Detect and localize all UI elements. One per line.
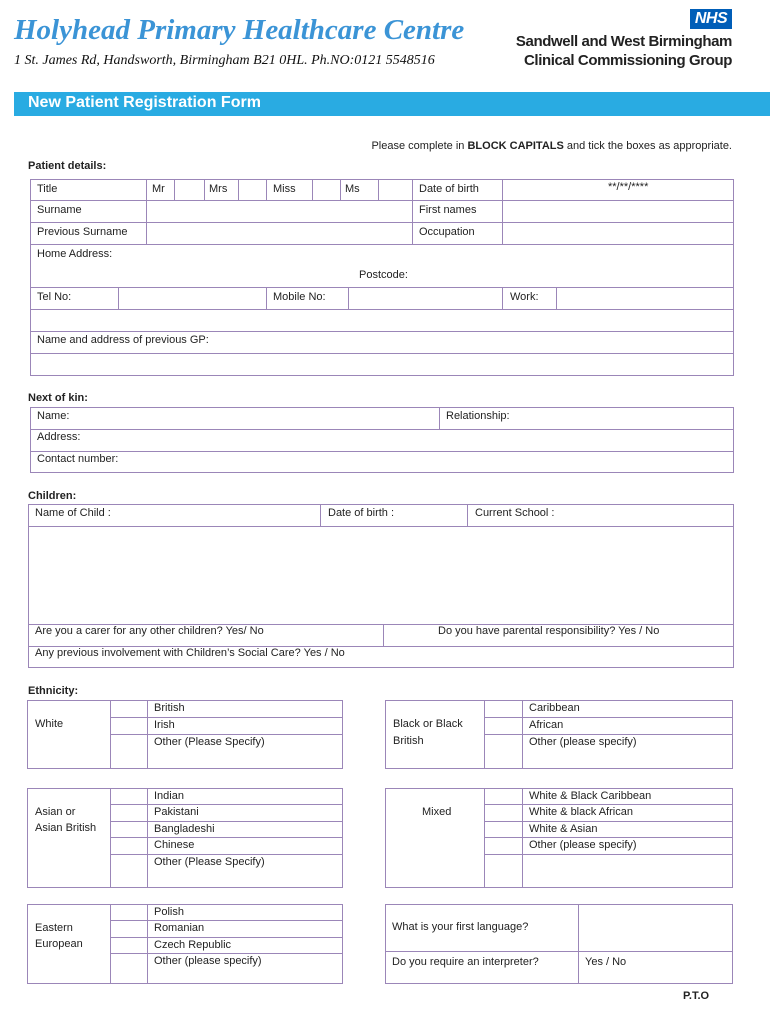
next-of-kin-heading: Next of kin: (28, 392, 88, 404)
nhs-logo: NHS (690, 9, 732, 29)
mixed-label: Mixed (422, 806, 452, 818)
kin-relationship-label: Relationship: (446, 410, 510, 422)
ethnicity-option-romanian: Romanian (154, 922, 205, 934)
title-option-ms[interactable]: Ms (345, 183, 360, 195)
child-name-column: Name of Child : (35, 507, 111, 519)
kin-address-label: Address: (37, 431, 81, 443)
asian-label-line-2: Asian British (35, 822, 97, 834)
dob-label: Date of birth (419, 183, 479, 195)
ethnicity-option-african: African (529, 719, 564, 731)
ethnicity-option-white-other: Other (Please Specify) (154, 736, 265, 748)
first-names-label: First names (419, 204, 477, 216)
interpreter-question: Do you require an interpreter? (392, 956, 539, 968)
eastern-label-line-2: European (35, 938, 83, 950)
ethnicity-option-bangladeshi: Bangladeshi (154, 823, 215, 835)
mobile-label: Mobile No: (273, 291, 326, 303)
ethnicity-heading: Ethnicity: (28, 685, 79, 697)
child-school-column: Current School : (475, 507, 555, 519)
asian-label-line-1: Asian or (35, 806, 76, 818)
ccg-line-1: Sandwell and West Birmingham (515, 33, 732, 50)
ethnicity-option-czech-republic: Czech Republic (154, 939, 232, 951)
ethnicity-option-eastern-other: Other (please specify) (154, 955, 262, 967)
children-heading: Children: (28, 490, 77, 502)
practice-name: Holyhead Primary Healthcare Centre (14, 14, 465, 46)
instructions-suffix: and tick the boxes as appropriate. (563, 140, 732, 152)
ethnicity-option-british: British (154, 702, 185, 714)
instructions (371, 140, 732, 152)
home-address-label: Home Address: (37, 248, 113, 260)
child-dob-column: Date of birth : (328, 507, 395, 519)
eastern-label-line-1: Eastern (35, 922, 73, 934)
postcode-label: Postcode: (359, 269, 408, 281)
title-option-mr[interactable]: Mr (152, 183, 165, 195)
previous-surname-label: Previous Surname (37, 226, 128, 238)
form-title-banner (14, 92, 770, 116)
ethnicity-option-chinese: Chinese (154, 839, 195, 851)
white-label: White (35, 718, 64, 730)
first-language-question: What is your first language? (392, 921, 529, 933)
social-care-question: Any previous involvement with Children’s Social Care? Yes / No (35, 647, 345, 659)
carer-question: Are you a carer for any other children? Yes/ No (35, 625, 264, 637)
title-label: Title (37, 183, 58, 195)
interpreter-answer-options[interactable]: Yes / No (585, 956, 627, 968)
ethnicity-option-white-black-caribbean: White & Black Caribbean (529, 790, 652, 802)
tel-label: Tel No: (37, 291, 72, 303)
title-option-miss[interactable]: Miss (273, 183, 296, 195)
ethnicity-option-caribbean: Caribbean (529, 702, 580, 714)
ethnicity-option-white-asian: White & Asian (529, 823, 598, 835)
page-turn-over: P.T.O (683, 990, 710, 1002)
patient-details-heading: Patient details: (28, 160, 107, 172)
black-label-line-1: Black or Black (393, 718, 463, 730)
dob-value[interactable]: **/**/**** (608, 181, 649, 193)
ethnicity-option-irish: Irish (154, 719, 175, 731)
ccg-line-2: Clinical Commissioning Group (524, 52, 732, 69)
ethnicity-option-white-black-african: White & black African (529, 806, 633, 818)
ethnicity-option-asian-other: Other (Please Specify) (154, 856, 265, 868)
ethnicity-option-polish: Polish (154, 906, 184, 918)
kin-name-label: Name: (37, 410, 70, 422)
instructions-prefix: Please complete in (371, 140, 468, 152)
kin-contact-label: Contact number: (37, 453, 119, 465)
work-label: Work: (510, 291, 539, 303)
instructions-emphasis: BLOCK CAPITALS (467, 140, 564, 152)
occupation-label: Occupation (419, 226, 475, 238)
form-title: New Patient Registration Form (28, 94, 261, 111)
ethnicity-option-pakistani: Pakistani (154, 806, 199, 818)
practice-address: 1 St. James Rd, Handsworth, Birmingham B21 0HL. Ph.NO:0121 5548516 (14, 53, 435, 68)
ethnicity-option-indian: Indian (154, 790, 184, 802)
title-option-mrs[interactable]: Mrs (209, 183, 228, 195)
black-label-line-2: British (393, 735, 424, 747)
surname-label: Surname (37, 204, 82, 216)
ethnicity-option-mixed-other: Other (please specify) (529, 839, 637, 851)
previous-gp-label: Name and address of previous GP: (37, 334, 209, 346)
parental-responsibility-question: Do you have parental responsibility? Yes / No (438, 625, 660, 637)
ethnicity-option-black-other: Other (please specify) (529, 736, 637, 748)
ccg-name (500, 32, 732, 70)
